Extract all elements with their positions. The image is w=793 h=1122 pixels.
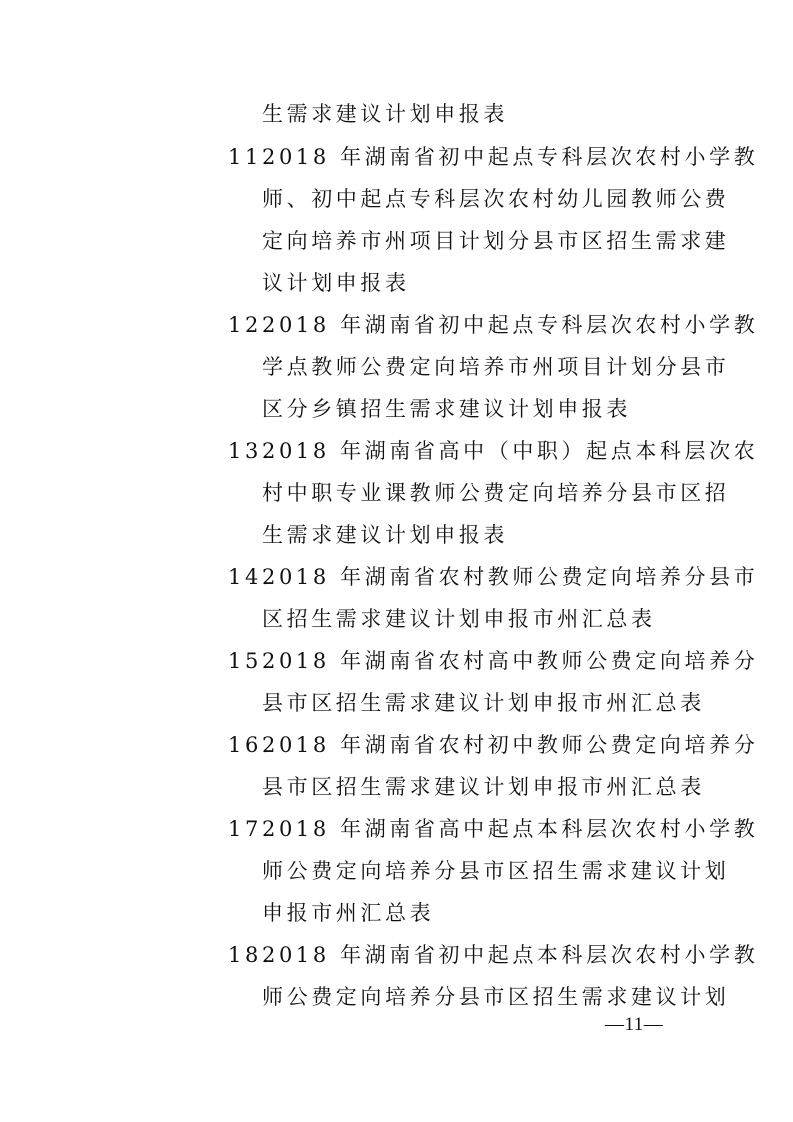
item-line: 2018 年湖南省农村教师公费定向培养分县市 — [262, 565, 759, 589]
item-line: 区分乡镇招生需求建议计划申报表 — [262, 397, 631, 421]
page-number: —11— — [605, 1014, 664, 1035]
item-line: 2018 年湖南省初中起点专科层次农村小学教 — [262, 145, 759, 169]
item-number: 13. — [228, 439, 273, 463]
item-line: 2018 年湖南省农村高中教师公费定向培养分 — [262, 649, 759, 673]
item-number: 18. — [228, 943, 273, 967]
item-line: 2018 年湖南省初中起点本科层次农村小学教 — [262, 943, 759, 967]
item-line: 师公费定向培养分县市区招生需求建议计划 — [262, 985, 730, 1009]
item-number: 14. — [228, 565, 273, 589]
item-line: 区招生需求建议计划申报市州汇总表 — [262, 607, 656, 631]
item-number: 16. — [228, 733, 273, 757]
item-line: 师公费定向培养分县市区招生需求建议计划 — [262, 859, 730, 883]
item-line: 定向培养市州项目计划分县市区招生需求建 — [262, 229, 730, 253]
item-line: 议计划申报表 — [262, 271, 410, 295]
item-line: 2018 年湖南省农村初中教师公费定向培养分 — [262, 733, 759, 757]
item-line: 县市区招生需求建议计划申报市州汇总表 — [262, 691, 705, 715]
item-line: 生需求建议计划申报表 — [262, 523, 508, 547]
item-line: 学点教师公费定向培养市州项目计划分县市 — [262, 355, 730, 379]
item-line: 2018 年湖南省初中起点专科层次农村小学教 — [262, 313, 759, 337]
item-line: 2018 年湖南省高中（中职）起点本科层次农 — [262, 439, 759, 463]
item-line: 2018 年湖南省高中起点本科层次农村小学教 — [262, 817, 759, 841]
item-number: 17. — [228, 817, 273, 841]
item-line: 村中职专业课教师公费定向培养分县市区招 — [262, 481, 730, 505]
list-continuation-line: 生需求建议计划申报表 — [262, 102, 508, 126]
item-line: 申报市州汇总表 — [262, 901, 435, 925]
item-number: 15. — [228, 649, 273, 673]
item-line: 县市区招生需求建议计划申报市州汇总表 — [262, 775, 705, 799]
item-number: 11. — [228, 145, 273, 169]
item-line: 师、初中起点专科层次农村幼儿园教师公费 — [262, 187, 730, 211]
item-number: 12. — [228, 313, 273, 337]
